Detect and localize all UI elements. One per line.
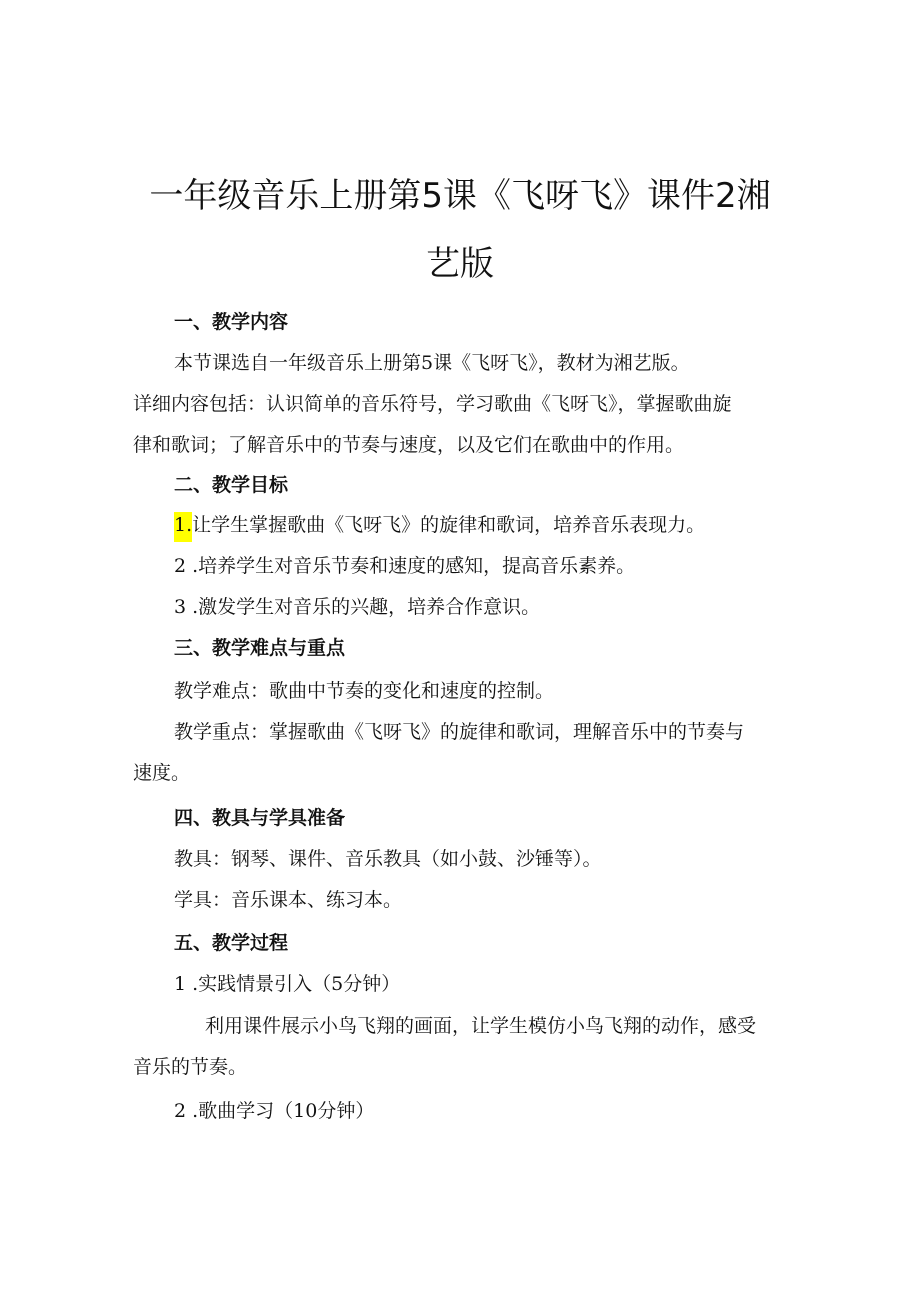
objective-item-1: [174, 510, 705, 537]
section-heading-process: 五、教学过程: [174, 932, 289, 954]
key-point-line2: 速度。: [133, 762, 191, 784]
content-paragraph-1: 本节课选自一年级音乐上册第5课《飞呀飞》，教材为湘艺版。: [174, 352, 690, 374]
doc-title-line1: 一年级音乐上册第5课《飞呀飞》课件2湘: [149, 176, 771, 216]
difficulty-text: 教学难点：歌曲中节奏的变化和速度的控制。: [174, 680, 555, 702]
section-heading-difficulties: 三、教学难点与重点: [174, 637, 346, 659]
objective-item-1-text: 让学生掌握歌曲《飞呀飞》的旋律和歌词，培养音乐表现力。: [192, 514, 706, 536]
doc-title-line2: 艺版: [426, 244, 494, 284]
section-heading-materials: 四、教具与学具准备: [174, 807, 346, 829]
highlighted-number: 1.: [174, 512, 192, 542]
content-paragraph-2-line1: 详细内容包括：认识简单的音乐符号，学习歌曲《飞呀飞》，掌握歌曲旋: [133, 393, 732, 415]
section-heading-content: 一、教学内容: [174, 311, 289, 333]
section-heading-objectives: 二、教学目标: [174, 474, 289, 496]
key-point-line1: 教学重点：掌握歌曲《飞呀飞》的旋律和歌词，理解音乐中的节奏与: [174, 721, 745, 743]
objective-item-3: 3 .激发学生对音乐的兴趣，培养合作意识。: [174, 596, 541, 618]
student-materials: 学具：音乐课本、练习本。: [174, 889, 403, 911]
process-step-1-desc-line1: 利用课件展示小鸟飞翔的画面，让学生模仿小鸟飞翔的动作，感受: [205, 1015, 757, 1037]
process-step-2: 2 .歌曲学习（10分钟）: [174, 1100, 375, 1122]
content-paragraph-2-line2: 律和歌词；了解音乐中的节奏与速度，以及它们在歌曲中的作用。: [133, 434, 685, 456]
teacher-materials: 教具：钢琴、课件、音乐教具（如小鼓、沙锤等）。: [174, 848, 602, 870]
objective-item-2: 2 .培养学生对音乐节奏和速度的感知，提高音乐素养。: [174, 555, 636, 577]
process-step-1-desc-line2: 音乐的节奏。: [133, 1056, 248, 1078]
process-step-1: 1 .实践情景引入（5分钟）: [174, 973, 401, 995]
